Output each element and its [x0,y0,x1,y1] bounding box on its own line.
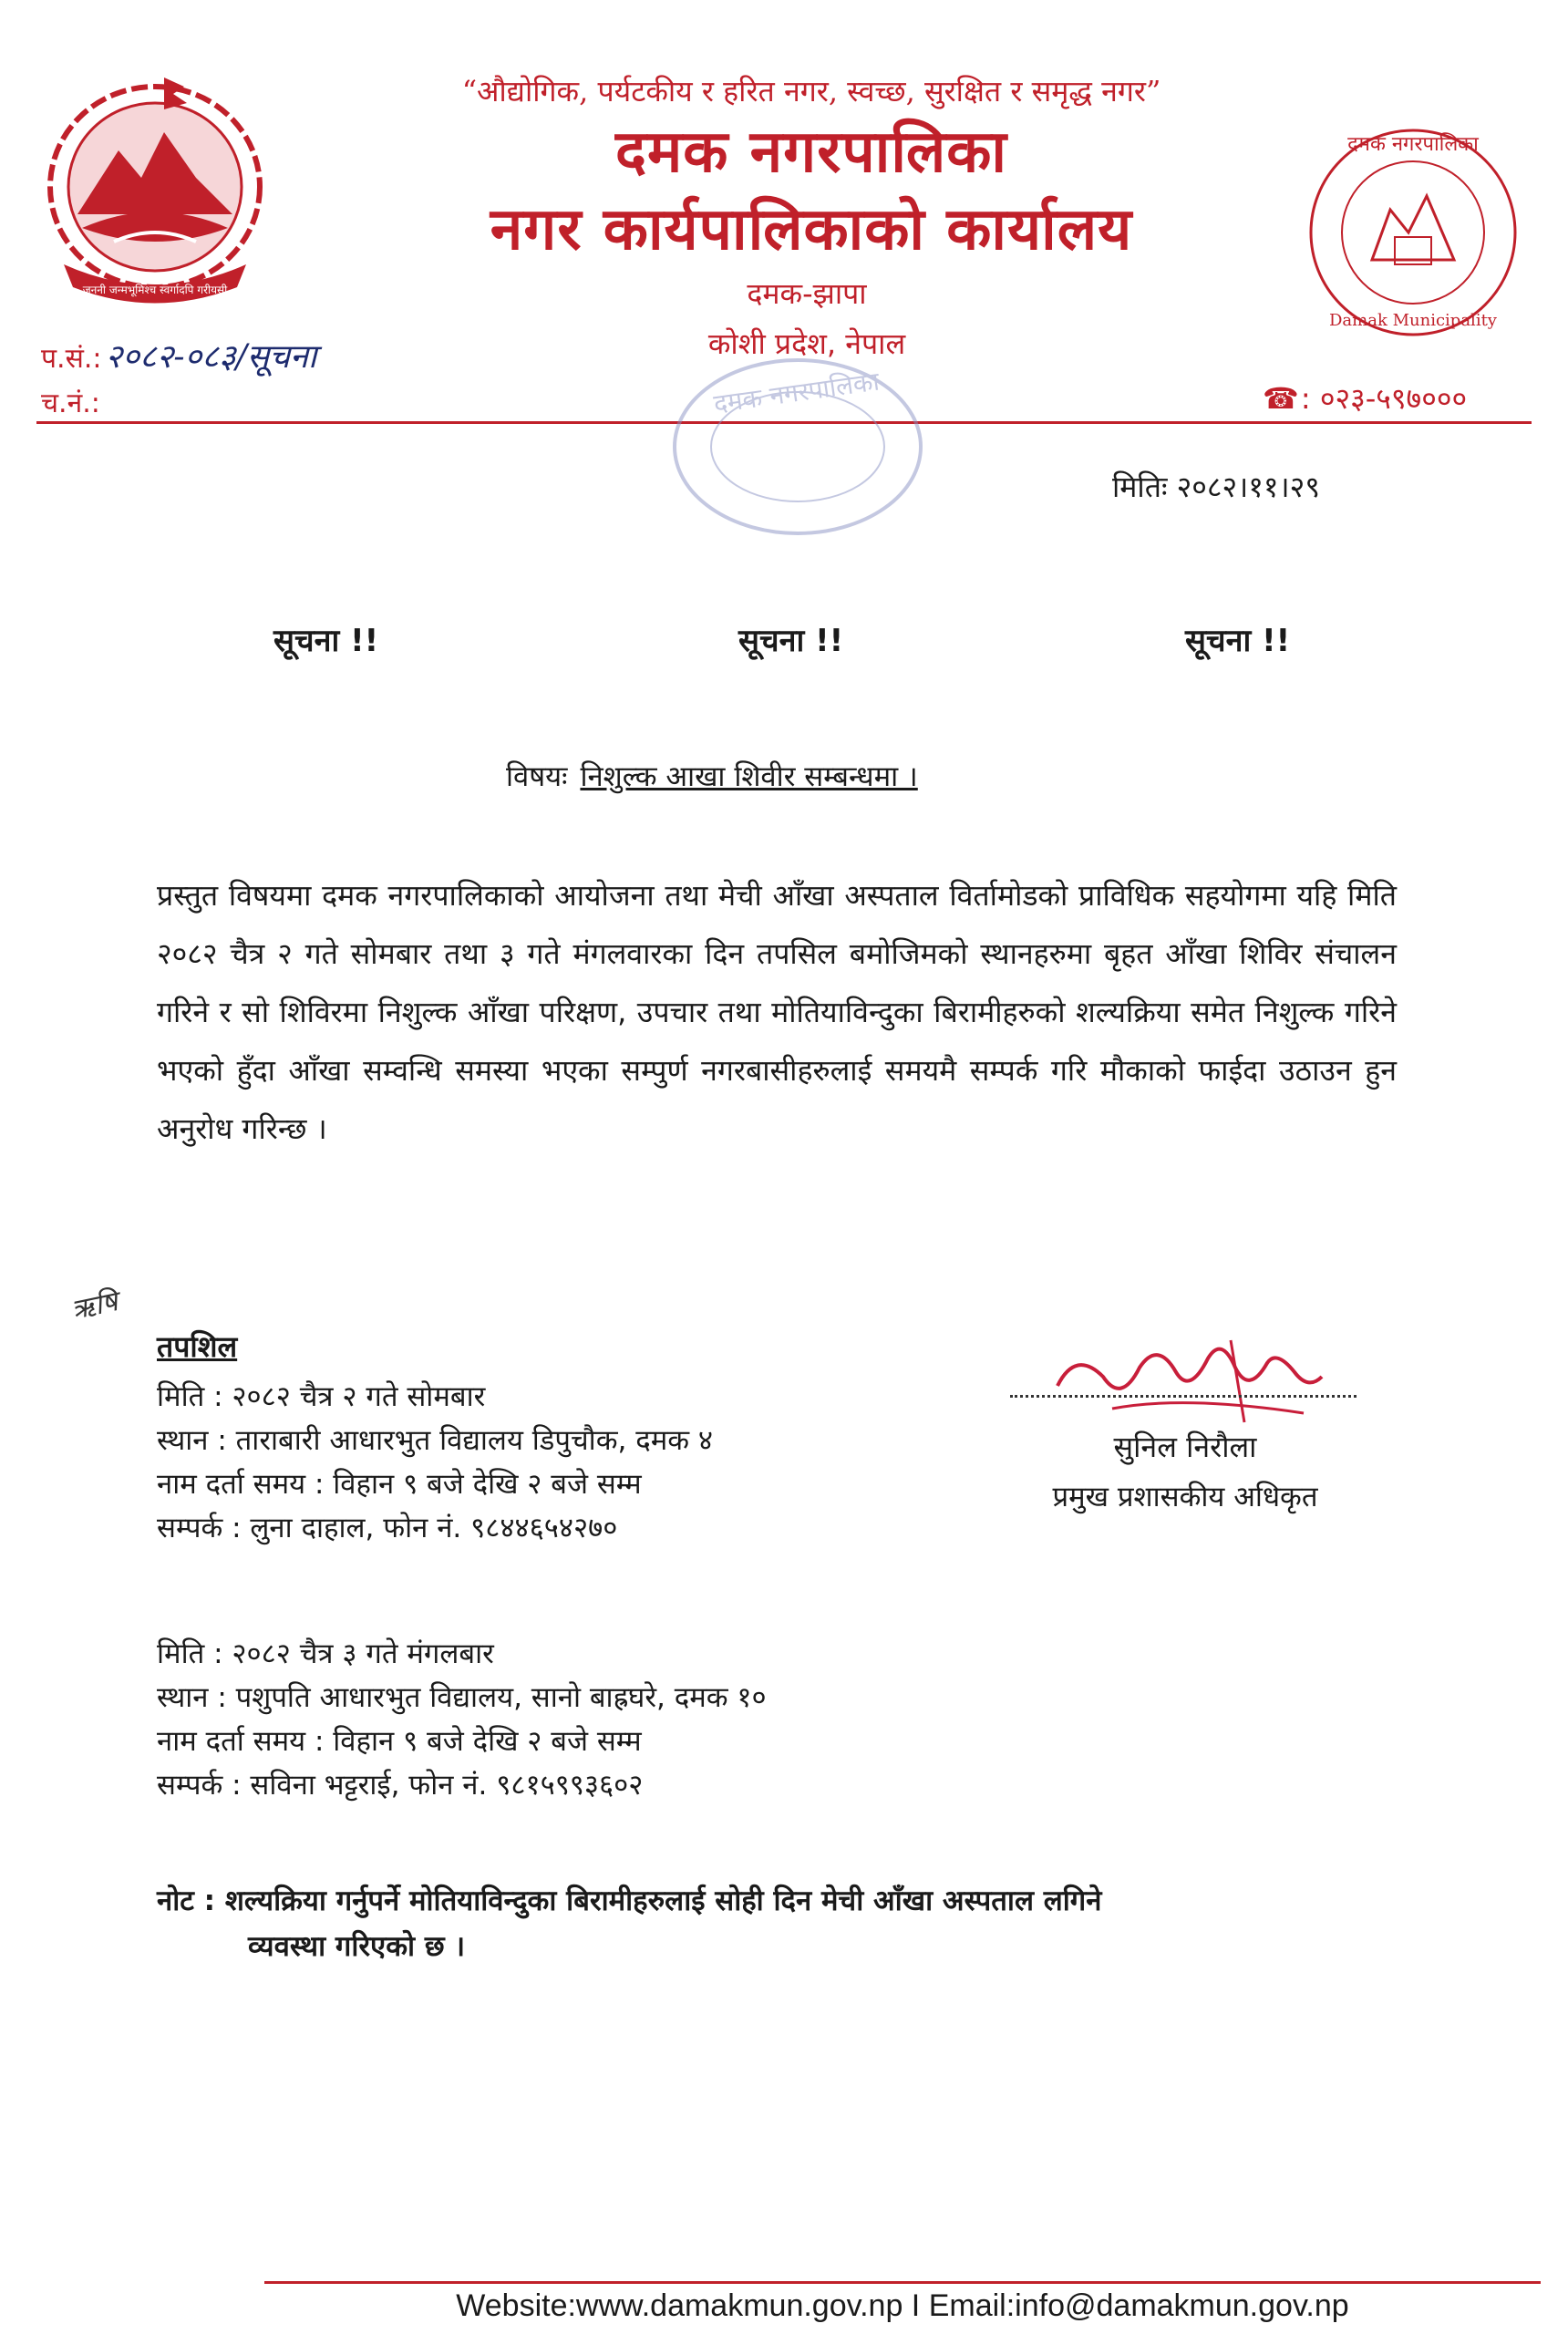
municipality-name: दमक नगरपालिका [614,119,1008,186]
subject-label: विषयः [506,760,568,793]
footer-divider [264,2281,1541,2284]
signature-line [1010,1395,1357,1398]
svg-text:दमक नगरपालिका: दमक नगरपालिका [711,366,882,419]
notice-title-left: सूचना !! [273,623,379,659]
nepal-emblem [27,68,283,315]
subject-text: निशुल्क आखा शिवीर सम्बन्धमा । [580,760,918,793]
ref-value: २०८२-०८३/सूचना [105,338,317,376]
camp-time: नाम दर्ता समय : विहान ९ बजे देखि २ बजे सम्म [157,1468,642,1501]
signatory-name: सुनिल निरौला [1113,1430,1257,1464]
svg-text:Damak Municipality: Damak Municipality [1329,311,1497,330]
address-line1: दमक-झापा [747,276,867,311]
phone-number [1263,378,1467,418]
municipality-seal [1304,123,1522,342]
camp-date: मिति : २०८२ चैत्र ३ गते मंगलबार [157,1637,494,1670]
camp-details-2 [157,1632,767,1807]
reference-number [41,333,316,377]
camp-contact: सम्पर्क : लुना दाहाल, फोन नं. ९८४४६५४२७० [157,1512,618,1544]
subject-line [506,757,918,795]
phone-icon: ☎ [1263,381,1299,416]
address-line2: कोशी प्रदेश, नेपाल [707,326,906,361]
body-paragraph: प्रस्तुत विषयमा दमक नगरपालिकाको आयोजना तथा मेची आँखा अस्पताल विर्तामोडको प्राविधिक सहयोगमा यहि मिति २०८२ चैत्र २ गते सोमबार तथा ३ गते मंगलवारका दिन तपसिल बमोजिमको स्थानहरुमा बृहत आँखा शिविर संचालन गरिने र सो शिविरमा निशुल्क आँखा परिक्षण, उपचार तथा मोतियाविन्दुका बिरामीहरुको शल्यक्रिया समेत निशुल्क गरिने भएको हुँदा आँखा सम्वन्धि समस्या भएका सम्पुर्ण नगरबासीहरुलाई समयमै सम्पर्क गरि मौकाको फाईदा उठाउन हुन अनुरोध गरिन्छ । [157,878,1397,1146]
office-name: नगर कार्यपालिकाको कार्यालय [490,196,1133,263]
margin-initials: ऋषि [68,1286,121,1327]
camp-contact: सम्पर्क : सविना भट्टराई, फोन नं. ९८१५९९३६०२ [157,1769,644,1802]
note-line-1: नोट : शल्यक्रिया गर्नुपर्ने मोतियाविन्दुका बिरामीहरुलाई सोही दिन मेची आँखा अस्पताल लगिने [157,1885,1102,1917]
ref-label: प.सं.: [41,343,102,375]
signatory-title: प्रमुख प्रशासकीय अधिकृत [1052,1481,1318,1513]
office-stamp [661,346,934,547]
svg-text:जननी जन्मभूमिश्च स्वर्गादपि गर: जननी जन्मभूमिश्च स्वर्गादपि गरीयसी [82,284,228,296]
camp-date: मिति : २०८२ चैत्र २ गते सोमबार [157,1380,486,1413]
details-heading: तपशिल [157,1329,238,1364]
camp-time: नाम दर्ता समय : विहान ९ बजे देखि २ बजे सम्म [157,1725,642,1758]
footer-contact: Website:www.damakmun.gov.np I Email:info@damakmun.gov.np [456,2288,1349,2323]
notice-title-right: सूचना !! [1185,623,1291,659]
dispatch-number-label: च.नं.: [41,387,100,419]
note [157,1878,1360,1969]
notice-title-center: सूचना !! [738,623,844,659]
camp-place: स्थान : ताराबारी आधारभुत विद्यालय डिपुचौक, दमक ४ [157,1424,714,1457]
slogan: “औद्योगिक, पर्यटकीय र हरित नगर, स्वच्छ, सुरक्षित र समृद्ध नगर” [461,74,1161,108]
camp-place: स्थान : पशुपति आधारभुत विद्यालय, सानो बाह्रघरे, दमक १० [157,1681,767,1714]
phone-value: : ०२३-५९७००० [1300,381,1468,416]
svg-text:दमक नगरपालिका: दमक नगरपालिका [1347,133,1479,156]
note-line-2: व्यवस्था गरिएको छ । [248,1930,466,1963]
camp-details-1 [157,1375,713,1550]
issue-date: मितिः २०८२।११।२९ [1112,470,1320,504]
